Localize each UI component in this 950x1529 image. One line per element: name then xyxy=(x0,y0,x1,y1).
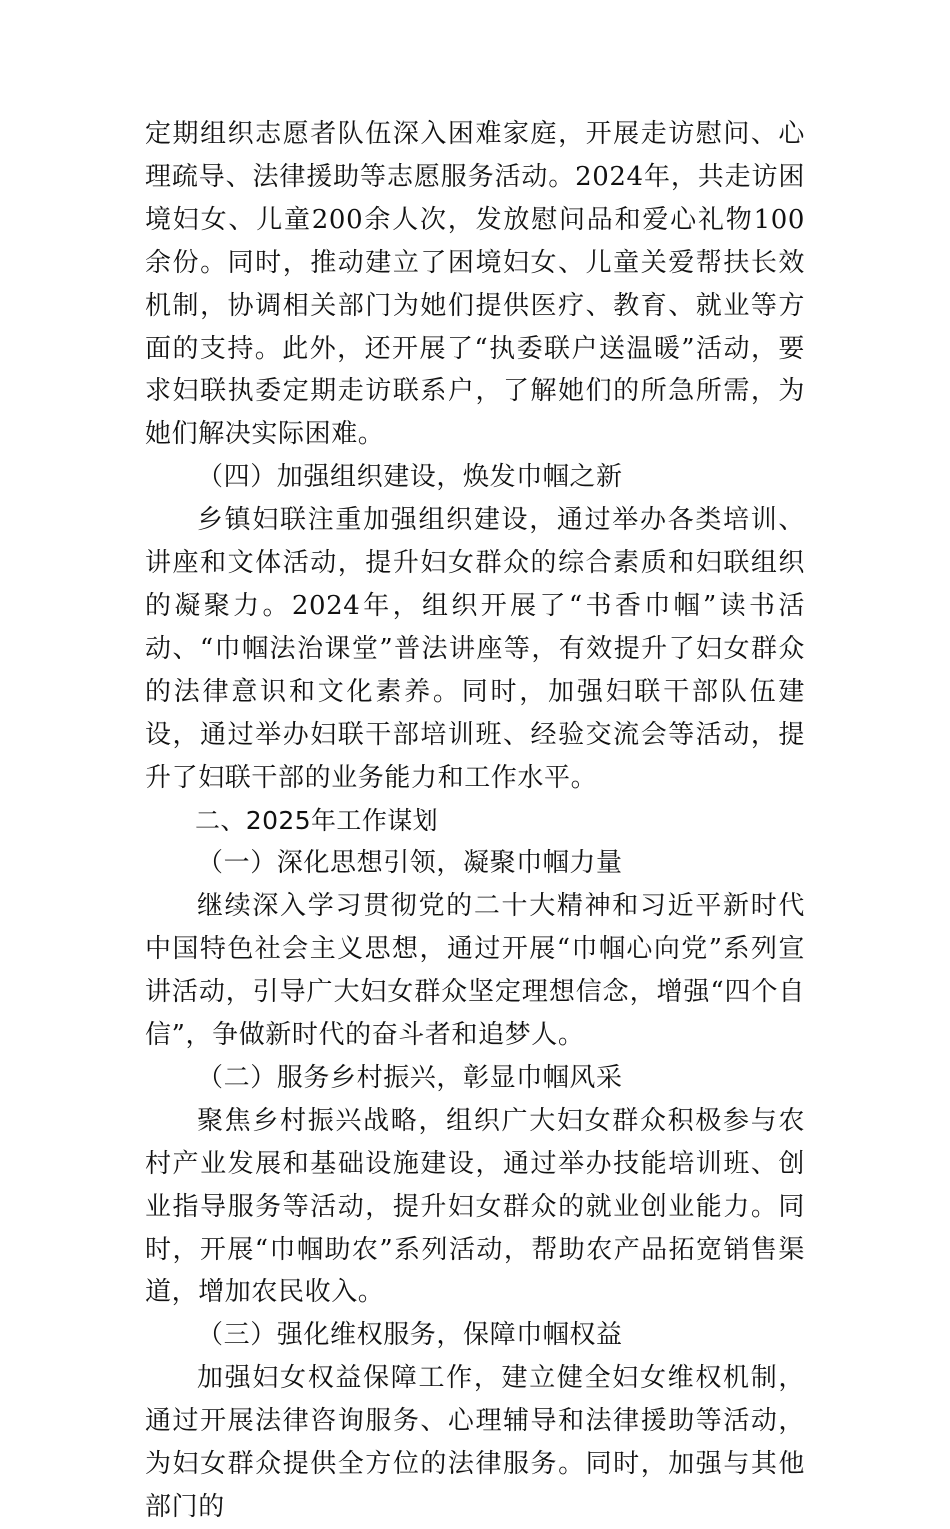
paragraph-volunteer-service: 定期组织志愿者队伍深入困难家庭，开展走访慰问、心理疏导、法律援助等志愿服务活动。2024年，共走访困境妇女、儿童200余人次，发放慰问品和爱心礼物100余份。同时，推动建立了困境妇女、儿童关爱帮扶长效机制，协调相关部门为她们提供医疗、教育、就业等方面的支持。此外，还开展了“执委联户送温暖”活动，要求妇联执委定期走访联系户，了解她们的所急所需，为她们解决实际困难。 xyxy=(145,119,805,450)
subheading-organization-building: （四）加强组织建设，焕发巾帼之新 xyxy=(197,462,623,493)
document-page xyxy=(145,113,805,1529)
section-heading-2025-plan: 二、2025年工作谋划 xyxy=(195,805,439,835)
subheading-rural-revitalization: （二）服务乡村振兴，彰显巾帼风采 xyxy=(197,1062,623,1093)
paragraph-ideological-guidance: 继续深入学习贯彻党的二十大精神和习近平新时代中国特色社会主义思想，通过开展“巾帼心向党”系列宣讲活动，引导广大妇女群众坚定理想信念，增强“四个自信”，争做新时代的奋斗者和追梦人。 xyxy=(145,891,805,1051)
subheading-rights-protection: （三）强化维权服务，保障巾帼权益 xyxy=(197,1320,623,1351)
subheading-ideological-guidance: （一）深化思想引领，凝聚巾帼力量 xyxy=(197,848,623,879)
paragraph-rights-protection: 加强妇女权益保障工作，建立健全妇女维权机制，通过开展法律咨询服务、心理辅导和法律援助等活动，为妇女群众提供全方位的法律服务。同时，加强与其他部门的 xyxy=(145,1363,805,1522)
paragraph-organization-building: 乡镇妇联注重加强组织建设，通过举办各类培训、讲座和文体活动，提升妇女群众的综合素质和妇联组织的凝聚力。2024年，组织开展了“书香巾帼”读书活动、“巾帼法治课堂”普法讲座等，有效提升了妇女群众的法律意识和文化素养。同时，加强妇联干部队伍建设，通过举办妇联干部培训班、经验交流会等活动，提升了妇联干部的业务能力和工作水平。 xyxy=(145,505,805,793)
paragraph-rural-revitalization: 聚焦乡村振兴战略，组织广大妇女群众积极参与农村产业发展和基础设施建设，通过举办技能培训班、创业指导服务等活动，提升妇女群众的就业创业能力。同时，开展“巾帼助农”系列活动，帮助农产品拓宽销售渠道，增加农民收入。 xyxy=(145,1105,805,1308)
